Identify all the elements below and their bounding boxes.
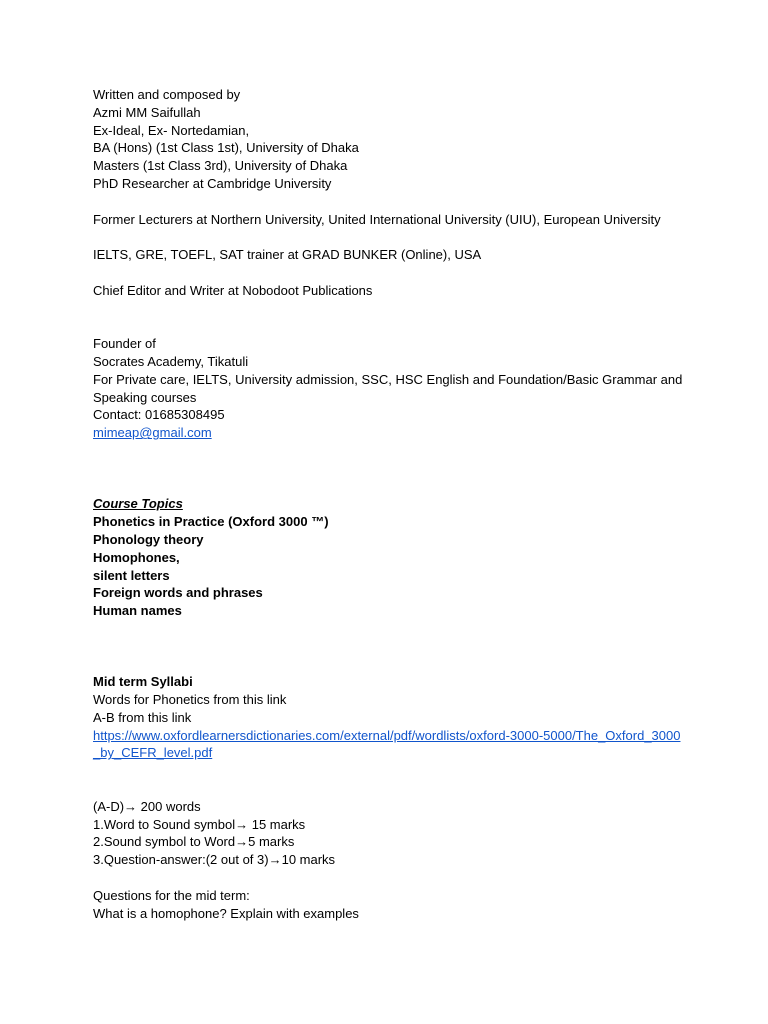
spacer [93, 264, 683, 282]
academy-name: Socrates Academy, Tikatuli [93, 353, 249, 369]
author-masters-degree: Masters (1st Class 3rd), University of Dhaka [93, 158, 348, 174]
contact-line: Contact: 01685308495 [93, 407, 225, 423]
course-topics-heading: Course Topics [93, 496, 183, 512]
question-item: What is a homophone? Explain with examples [93, 905, 359, 921]
course-topic-item: silent letters [93, 567, 170, 583]
spacer [93, 228, 683, 246]
spacer [93, 869, 683, 887]
course-topic-item: Homophones, [93, 549, 180, 565]
author-ex-schools: Ex-Ideal, Ex- Nortedamian, [93, 122, 250, 138]
spacer [93, 638, 683, 656]
midterm-words-line: Words for Phonetics from this link [93, 692, 287, 708]
midterm-heading: Mid term Syllabi [93, 674, 193, 690]
midterm-ab-line: A-B from this link [93, 709, 192, 725]
spacer [93, 656, 683, 674]
marks-item: 1.Word to Sound symbol→ 15 marks [93, 816, 306, 832]
midterm-range: (A-D)→ 200 words [93, 798, 201, 814]
oxford-wordlist-link[interactable]: https://www.oxfordlearnersdictionaries.com/external/pdf/wordlists/oxford-3000-5000/The_Oxford_3000_by_CEFR_level.pdf [93, 727, 681, 761]
document-page [93, 86, 683, 922]
spacer [93, 193, 683, 211]
spacer [93, 317, 683, 335]
course-topic-item: Phonology theory [93, 531, 204, 547]
spacer [93, 762, 683, 780]
spacer [93, 620, 683, 638]
spacer [93, 478, 683, 496]
course-topic-item: Human names [93, 603, 182, 619]
academy-courses: For Private care, IELTS, University admission, SSC, HSC English and Foundation/Basic Grammar and Speaking courses [93, 371, 683, 405]
former-lecturer-line: Former Lecturers at Northern University, United International University (UIU), European University [93, 211, 661, 227]
founder-of-line: Founder of [93, 336, 156, 352]
spacer [93, 780, 683, 798]
trainer-line: IELTS, GRE, TOEFL, SAT trainer at GRAD BUNKER (Online), USA [93, 247, 482, 263]
author-ba-degree: BA (Hons) (1st Class 1st), University of Dhaka [93, 140, 359, 156]
marks-item: 3.Question-answer:(2 out of 3)→10 marks [93, 852, 336, 868]
email-link[interactable]: mimeap@gmail.com [93, 425, 212, 441]
author-name: Azmi MM Saifullah [93, 104, 201, 120]
spacer [93, 442, 683, 460]
author-phd: PhD Researcher at Cambridge University [93, 175, 332, 191]
questions-heading: Questions for the mid term: [93, 887, 250, 903]
course-topic-item: Phonetics in Practice (Oxford 3000 ™) [93, 514, 329, 530]
spacer [93, 300, 683, 318]
editor-line: Chief Editor and Writer at Nobodoot Publications [93, 282, 373, 298]
spacer [93, 460, 683, 478]
marks-item: 2.Sound symbol to Word→5 marks [93, 834, 295, 850]
written-by-line: Written and composed by [93, 87, 241, 102]
course-topic-item: Foreign words and phrases [93, 585, 263, 601]
